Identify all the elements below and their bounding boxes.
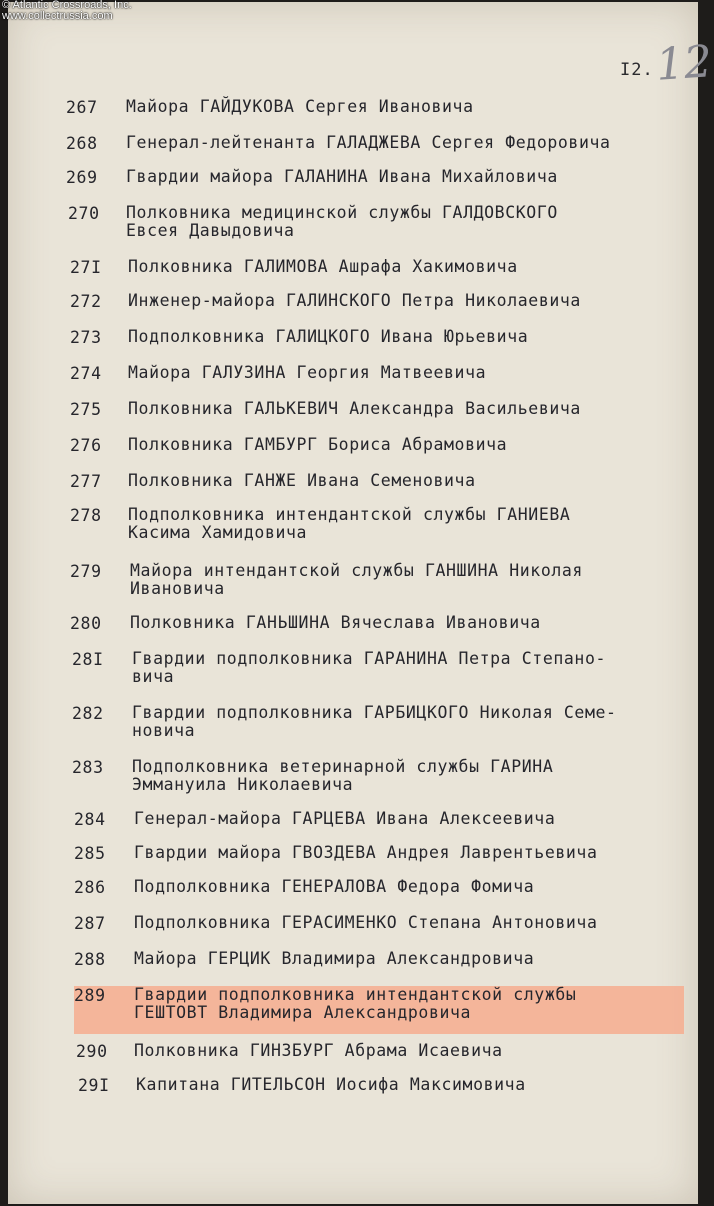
entry-number: 282 [72,704,104,723]
entry-text-line-2: ГЕШТОВТ Владимира Александровича [134,1003,472,1022]
entry-number: 285 [74,844,106,863]
entry-text-line-1: Подполковника ГЕНЕРАЛОВА Федора Фомича [134,877,535,896]
entry-text-line-2: Эммануила Николаевича [132,775,354,794]
entry-text-line-1: Полковника ГАМБУРГ Бориса Абрамовича [128,435,508,454]
entry-text-line-1: Подполковника ветеринарной службы ГАРИНА [132,757,554,776]
page-number-handwritten: 12 [654,36,714,91]
entry-number: 275 [70,400,102,419]
entry-number: 277 [70,472,102,491]
entry-number: 290 [76,1042,108,1061]
entry-text-line-2: новича [132,721,196,740]
page-number-typed: I2. [620,60,654,80]
entry-text-line-2: Касима Хамидовича [128,523,308,542]
entry-number: 268 [66,134,98,153]
entry-text-line-1: Подполковника ГЕРАСИМЕНКО Степана Антоновича [134,913,598,932]
entry-text-line-1: Полковника ГАНЖЕ Ивана Семеновича [128,471,476,490]
entry-text-line-1: Гвардии подполковника ГАРАНИНА Петра Степано- [132,649,607,668]
entry-text-line-1: Подполковника ГАЛИЦКОГО Ивана Юрьевича [128,327,529,346]
entry-text-line-1: Полковника ГАЛЬКЕВИЧ Александра Васильевича [128,399,581,418]
entry-number: 289 [74,986,106,1005]
entry-text-line-1: Полковника медицинской службы ГАЛДОВСКОГО [126,203,558,222]
document-page [8,2,714,1204]
entry-text-line-1: Полковника ГАЛИМОВА Ашрафа Хакимовича [128,257,518,276]
entry-text-line-1: Инженер-майора ГАЛИНСКОГО Петра Николаевича [128,291,581,310]
entry-number: 283 [72,758,104,777]
entry-text-line-1: Майора ГЕРЦИК Владимира Александровича [134,949,535,968]
entry-number: 287 [74,914,106,933]
entry-text-line-1: Майора интендантской службы ГАНШИНА Николая [130,561,583,580]
entry-text-line-1: Гвардии подполковника ГАРБИЦКОГО Николая Семе- [132,703,617,722]
entry-text-line-1: Полковника ГАНЬШИНА Вячеслава Ивановича [130,613,541,632]
entry-number: 279 [70,562,102,581]
entry-number: 273 [70,328,102,347]
entry-text-line-1: Майора ГАЛУЗИНА Георгия Матвеевича [128,363,487,382]
entry-number: 272 [70,292,102,311]
watermark-line-2: www.collectrussia.com [2,10,113,22]
entry-text-line-1: Гвардии майора ГАЛАНИНА Ивана Михайловича [126,167,558,186]
entry-text-line-2: Евсея Давыдовича [126,221,295,240]
entry-text-line-1: Полковника ГИНЗБУРГ Абрама Исаевича [134,1041,503,1060]
copyright-watermark [2,0,132,22]
entry-text-line-1: Подполковника интендантской службы ГАНИЕВА [128,505,571,524]
entry-text-line-1: Генерал-лейтенанта ГАЛАДЖЕВА Сергея Федоровича [126,133,611,152]
entry-number: 286 [74,878,106,897]
entry-number: 270 [68,204,100,223]
entry-number: 27I [70,258,102,277]
entry-text-line-2: Ивановича [130,579,225,598]
entry-number: 267 [66,98,98,117]
entry-text-line-1: Капитана ГИТЕЛЬСОН Иосифа Максимовича [136,1075,526,1094]
entry-number: 269 [66,168,98,187]
entry-text-line-1: Гвардии майора ГВОЗДЕВА Андрея Лаврентьевича [134,843,598,862]
entry-text-line-2: вича [132,667,175,686]
watermark-line-1: © Atlantic Crossroads, Inc. [2,0,132,11]
entry-number: 288 [74,950,106,969]
entry-text-line-1: Майора ГАЙДУКОВА Сергея Ивановича [126,97,474,116]
entry-number: 276 [70,436,102,455]
entry-number: 28I [72,650,104,669]
entry-number: 280 [70,614,102,633]
entry-number: 278 [70,506,102,525]
entry-number: 284 [74,810,106,829]
entry-text-line-1: Генерал-майора ГАРЦЕВА Ивана Алексеевича [134,809,556,828]
entry-number: 29I [78,1076,110,1095]
entry-text-line-1: Гвардии подполковника интендантской службы [134,985,577,1004]
entry-number: 274 [70,364,102,383]
